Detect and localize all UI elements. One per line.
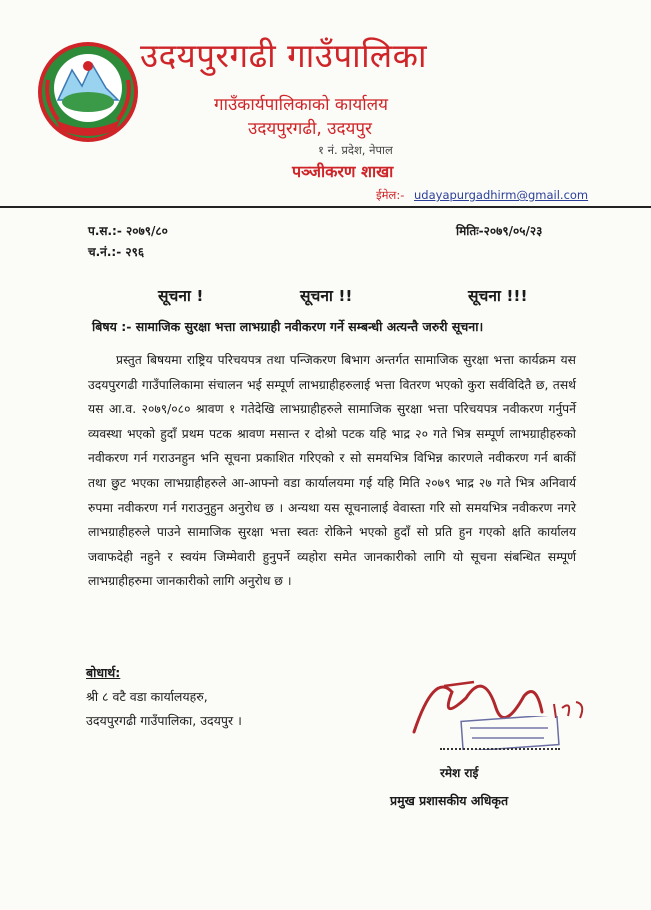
email-link[interactable]: udayapurgadhirm@gmail.com <box>414 188 589 202</box>
signatory-title: प्रमुख प्रशासकीय अधिकृत <box>390 793 509 808</box>
notice-heading-3: सूचना !!! <box>468 287 528 305</box>
notice-heading-1: सूचना ! <box>158 287 204 305</box>
header-divider <box>0 206 651 208</box>
letter-date: मितिः-२०७९/०५/२३ <box>456 224 543 238</box>
email-row <box>376 188 588 203</box>
branch-name: पञ्जीकरण शाखा <box>292 162 394 181</box>
province-line: १ नं. प्रदेश, नेपाल <box>318 143 393 157</box>
org-name: उदयपुरगढी गाउँपालिका <box>140 36 427 75</box>
subject-line: बिषय :- सामाजिक सुरक्षा भत्ता लाभग्राही नवीकरण गर्ने सम्बन्धी अत्यन्तै जरुरी सूचना। <box>92 319 484 334</box>
office-stamp <box>460 716 560 750</box>
notice-body: प्रस्तुत बिषयमा राष्ट्रिय परिचयपत्र तथा पन्जिकरण बिभाग अन्तर्गत सामाजिक सुरक्षा भत्ता कार्यक्रम यस उदयपुरगढी गाउँपालिकामा संचालन भई सम्पूर्ण लाभग्राहीहरुलाई भत्ता वितरण भएको कुरा सर्वविदितै छ, तसर्थ यस आ.व. २०७९/०८० श्रावण १ गतेदेखि लाभग्राहीहरुले सामाजिक सुरक्षा भत्ता परिचयपत्र नवीकरण गर्नुपर्ने व्यवस्था भएको हुदाँ प्रथम पटक श्रावण मसान्त र दोश्रो पटक यहि भाद्र २० गते भित्र सम्पूर्ण लाभग्राहीहरुको नवीकरण गर्न गराउनहुन भनि सूचना प्रकाशित गरिएको र सो समयभित्र विभिन्न कारणले नवीकरण गर्न बाकीं तथा छुट भएका लाभग्राहीहरुले आ-आफ्नो वडा कार्यालयमा गई यहि मिति २०७९ भाद्र २७ गते भित्र अनिवार्य रुपमा नवीकरण गर्न गराउनुहुन अनुरोध छ । अन्यथा यस सूचनालाई वेवास्ता गरि सो समयभित्र नवीकरण नगरे लाभग्राहीहरुले पाउने सामाजिक सुरक्षा भत्ता स्वतः रोकिने भएको हुदाँ सो प्रति हुन गएको क्षति कार्यालय जवाफदेही नहुने र स्वयंम जिम्मेवारी हुनुपर्ने व्यहोरा समेत जानकारीको लागि यो सूचना संबन्धित सम्पूर्ण लाभग्राहीहरुमा जानकारीको लागि अनुरोध छ । <box>88 353 576 589</box>
notice-heading-2: सूचना !! <box>300 287 353 305</box>
cc-heading: बोधार्थ: <box>86 665 121 680</box>
cc-line-2: उदयपुरगढी गाउँपालिका, उदयपुर । <box>86 713 242 728</box>
ps-number: प.स.:- २०७९/८० <box>88 224 168 238</box>
signatory-name: रमेश राई <box>440 766 479 780</box>
email-label: ईमेल:- <box>376 188 405 202</box>
office-address: उदयपुरगढी, उदयपुर <box>248 119 372 139</box>
office-name: गाउँकार्यपालिकाको कार्यालय <box>214 95 389 115</box>
chalani-number: च.नं.:- २९६ <box>88 245 145 259</box>
nepal-government-emblem-icon <box>36 40 140 144</box>
signature-line <box>440 748 560 750</box>
cc-line-1: श्री ८ वटै वडा कार्यालयहरु, <box>86 689 208 704</box>
